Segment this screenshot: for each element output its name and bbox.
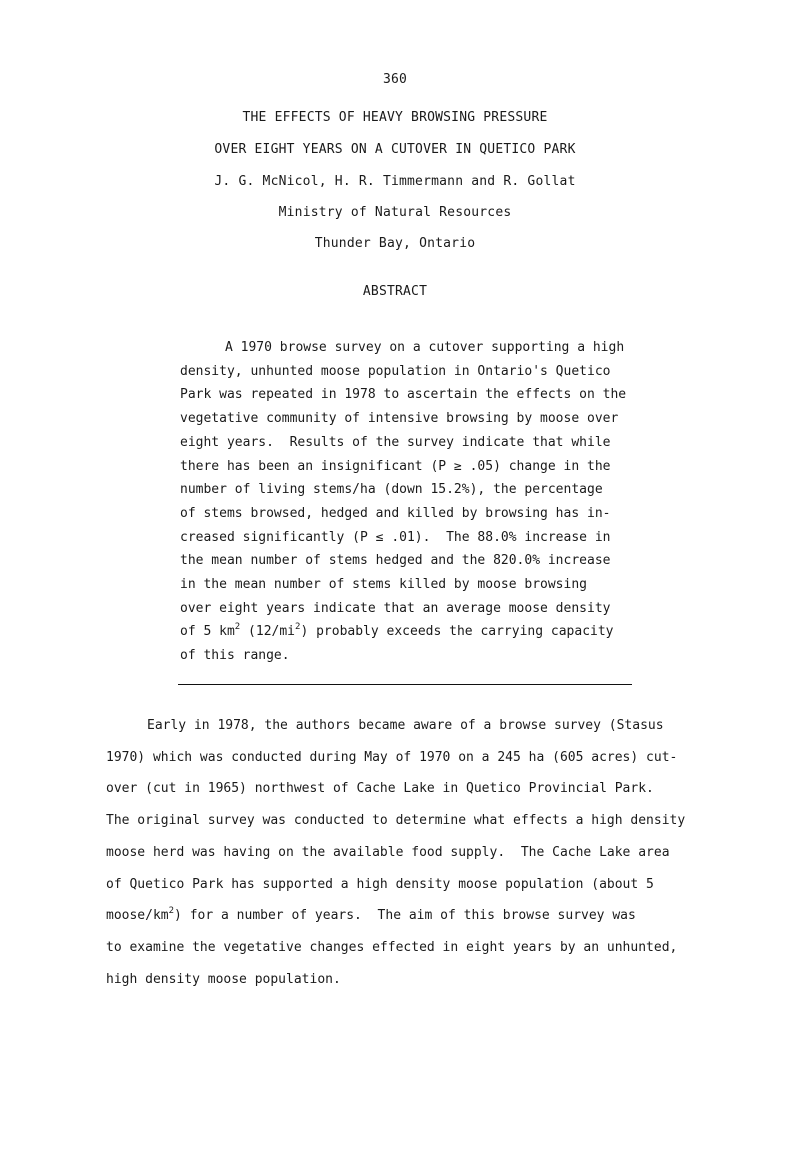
abstract-density-line: of 5 $km^2$ $(12/mi^2)$ probably exceeds the carrying capacity xyxy=(180,622,614,640)
abstract-line: eight years. Results of the survey indicate that while xyxy=(180,434,611,450)
abstract-text xyxy=(180,336,640,668)
abstract-line: over eight years indicate that an average moose density xyxy=(180,600,611,616)
body-line: to examine the vegetative changes effected in eight years by an unhunted, xyxy=(106,939,678,955)
abstract-line: of this range. xyxy=(180,648,290,664)
abstract-line: in the mean number of stems killed by moose browsing xyxy=(180,577,587,593)
body-line: of Quetico Park has supported a high density moose population (about 5 xyxy=(106,876,654,892)
abstract-line: number of living stems/ha (down 15.2%), the percentage xyxy=(180,482,603,498)
abstract-line: the mean number of stems hedged and the 820.0% increase xyxy=(180,553,611,569)
body-paragraph xyxy=(106,710,706,995)
abstract-line: creased significantly (P ≤ .01). The 88.0% increase in xyxy=(180,529,611,545)
body-line: The original survey was conducted to determine what effects a high density xyxy=(106,813,686,829)
abstract-line: Park was repeated in 1978 to ascertain the effects on the xyxy=(180,387,627,403)
body-density-line: moose/$km^2$) for a number of years. The aim of this browse survey was xyxy=(106,905,636,924)
affiliation-location: Thunder Bay, Ontario xyxy=(314,236,476,251)
body-line: Early in 1978, the authors became aware of a browse survey (Stasus xyxy=(147,718,664,733)
abstract-line: vegetative community of intensive browsing by moose over xyxy=(180,411,619,427)
title-line-2: OVER EIGHT YEARS ON A CUTOVER IN QUETICO PARK xyxy=(214,142,576,157)
body-line: over (cut in 1965) northwest of Cache Lake in Quetico Provincial Park. xyxy=(106,781,654,797)
abstract-line: of stems browsed, hedged and killed by browsing has in- xyxy=(180,505,611,521)
abstract-line: A 1970 browse survey on a cutover supporting a high xyxy=(225,340,625,355)
affiliation-ministry: Ministry of Natural Resources xyxy=(278,205,512,220)
title-line-1: THE EFFECTS OF HEAVY BROWSING PRESSURE xyxy=(242,110,548,125)
page-number: 360 xyxy=(382,72,408,87)
authors: J. G. McNicol, H. R. Timmermann and R. Gollat xyxy=(214,174,576,189)
abstract-line: there has been an insignificant (P ≥ .05) change in the xyxy=(180,458,611,474)
body-line: 1970) which was conducted during May of 1970 on a 245 ha (605 acres) cut- xyxy=(106,749,678,765)
abstract-heading: ABSTRACT xyxy=(362,284,428,299)
abstract-line: density, unhunted moose population in Ontario's Quetico xyxy=(180,363,611,379)
body-line: high density moose population. xyxy=(106,971,341,987)
abstract-divider xyxy=(178,684,632,685)
body-line: moose herd was having on the available food supply. The Cache Lake area xyxy=(106,844,670,860)
